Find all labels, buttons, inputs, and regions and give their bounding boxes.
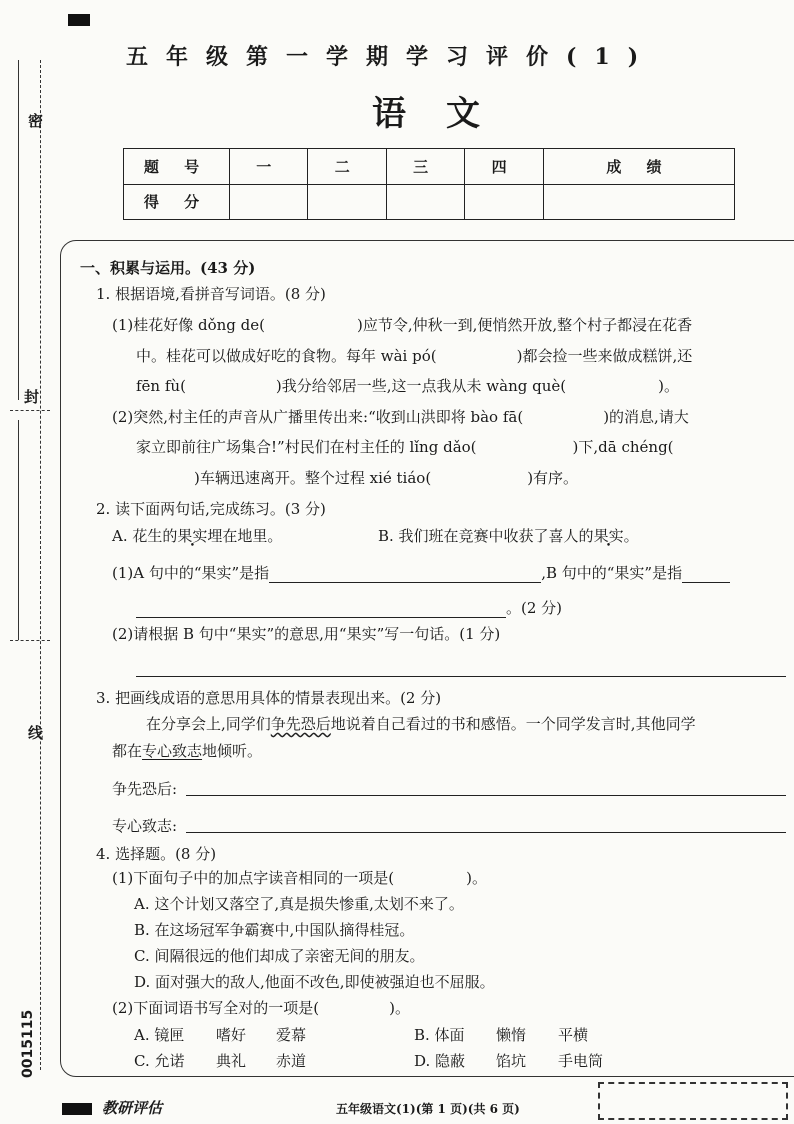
word: A. 镜匣	[134, 1026, 185, 1044]
text: 地说着自己看过的书和感悟。一个同学发言时,其他同学	[330, 715, 696, 733]
question-3-passage-line2	[112, 741, 262, 761]
score-table	[123, 148, 735, 220]
score-cell: 三	[386, 149, 464, 185]
question-1-part1-line1	[112, 315, 692, 335]
word: 爱幕	[276, 1026, 307, 1044]
word: 手电筒	[558, 1052, 604, 1070]
underlined-idiom: 争先恐后	[270, 715, 331, 733]
subject-title: 语文	[372, 94, 520, 134]
question-2-sub1	[112, 563, 730, 583]
question-4-sub1	[112, 868, 487, 888]
question-4-sub2	[112, 998, 410, 1018]
text: (1)下面句子中的加点字读音相同的一项是(	[112, 869, 395, 887]
score-input-cell[interactable]	[308, 184, 386, 220]
word: B. 体面	[414, 1026, 465, 1044]
binding-line-left	[18, 60, 19, 400]
score-cell: 一	[230, 149, 308, 185]
text: 。	[623, 527, 639, 545]
text: 家立即前往广场集合!”村民们在村主任的 lǐng dǎo(	[136, 438, 477, 456]
word: 平横	[558, 1026, 589, 1044]
question-4-title: 4. 选择题。(8 分)	[96, 845, 217, 863]
question-1-title: 1. 根据语境,看拼音写词语。(8 分)	[96, 285, 326, 303]
word-option-d[interactable]	[414, 1051, 603, 1071]
question-1-part1-line3	[136, 376, 679, 396]
score-cell: 得 分	[124, 184, 230, 220]
binding-line-left-lower	[18, 420, 19, 640]
score-cell: 四	[465, 149, 543, 185]
question-3-passage-line1	[146, 714, 696, 734]
publisher-label: 教研评估	[102, 1099, 163, 1117]
text: )。	[389, 999, 410, 1017]
answer-line[interactable]	[186, 832, 786, 833]
dotted-word: 果实	[177, 527, 208, 545]
underlined-idiom: 专心致志	[142, 742, 203, 760]
score-input-cell[interactable]	[465, 184, 543, 220]
text: )车辆迅速离开。整个过程 xié tiáo(	[194, 469, 432, 487]
question-2-sentence-a	[112, 526, 282, 546]
text: ,B 句中的“果实”是指	[541, 564, 683, 582]
serial-number: 0015115	[20, 1009, 36, 1078]
option-b[interactable]: B. 在这场冠军争霸赛中,中国队摘得桂冠。	[134, 921, 415, 939]
option-c[interactable]: C. 间隔很远的他们却成了亲密无间的朋友。	[134, 947, 425, 965]
question-1-part2-line2	[136, 437, 674, 457]
word: 典礼	[216, 1052, 247, 1070]
word-option-b[interactable]	[414, 1025, 588, 1045]
binding-dash-mark	[10, 640, 50, 641]
word: 赤道	[276, 1052, 307, 1070]
text: )。	[466, 869, 487, 887]
text: 地倾听。	[202, 742, 263, 760]
idiom-answer-label: 专心致志:	[112, 817, 178, 835]
option-a[interactable]: A. 这个计划又落空了,真是损失惨重,太划不来了。	[134, 895, 464, 913]
margin-label-feng: 封	[24, 388, 40, 406]
question-2-sentence-b	[378, 526, 639, 546]
question-2-sub1-cont	[136, 598, 562, 618]
dotted-word: 果实	[593, 527, 624, 545]
question-1-part2-line3	[136, 468, 578, 488]
binding-dashed-line	[40, 60, 41, 1070]
text: )我分给邻居一些,这一点我从未 wàng què(	[275, 377, 567, 395]
word: 馅坑	[496, 1052, 527, 1070]
margin-label-xian: 线	[28, 724, 44, 742]
text: )都会捡一些来做成糕饼,还	[516, 347, 693, 365]
answer-line[interactable]	[186, 795, 786, 796]
answer-line[interactable]	[136, 601, 506, 618]
word: 嗜好	[216, 1026, 247, 1044]
score-input-cell[interactable]	[386, 184, 464, 220]
text: (1)A 句中的“果实”是指	[112, 564, 270, 582]
section-heading: 一、积累与运用。(43 分)	[80, 259, 256, 277]
score-cell: 二	[308, 149, 386, 185]
question-3-title: 3. 把画线成语的意思用具体的情景表现出来。(2 分)	[96, 689, 442, 707]
text: )下,dā chéng(	[572, 438, 674, 456]
answer-line[interactable]	[269, 566, 541, 583]
text: )的消息,请大	[603, 408, 689, 426]
text: (2)突然,村主任的声音从广播里传出来:“收到山洪即将 bào fā(	[112, 408, 524, 426]
text: 中。桂花可以做成好吃的食物。每年 wài pó(	[136, 347, 437, 365]
score-table-score-row	[124, 184, 735, 220]
page-number: 五年级语文(1)(第 1 页)(共 6 页)	[336, 1102, 520, 1116]
text: (1)桂花好像 dǒng de(	[112, 316, 266, 334]
page-title: 五年级第一学期学习评价(1)	[126, 44, 657, 70]
text: )。	[658, 377, 679, 395]
registration-mark-top	[68, 14, 90, 26]
registration-mark-bottom	[62, 1103, 92, 1115]
question-2-title: 2. 读下面两句话,完成练习。(3 分)	[96, 500, 326, 518]
word-option-a[interactable]	[134, 1025, 306, 1045]
text: A. 花生的	[112, 527, 178, 545]
score-input-cell[interactable]	[230, 184, 308, 220]
text: 埋在地里。	[207, 527, 283, 545]
text: (2)下面词语书写全对的一项是(	[112, 999, 320, 1017]
score-cell: 成 绩	[543, 149, 734, 185]
text: )有序。	[527, 469, 579, 487]
question-1-part1-line2	[136, 346, 692, 366]
score-input-cell[interactable]	[543, 184, 734, 220]
question-1-part2-line1	[112, 407, 689, 427]
score-table-header-row	[124, 149, 735, 185]
question-2-sub2: (2)请根据 B 句中“果实”的意思,用“果实”写一句话。(1 分)	[112, 625, 501, 643]
answer-line[interactable]	[682, 566, 730, 583]
stamp-box	[598, 1082, 788, 1120]
binding-dash-mark	[10, 410, 50, 411]
text: )应节令,仲秋一到,便悄然开放,整个村子都浸在花香	[357, 316, 693, 334]
word-option-c[interactable]	[134, 1051, 306, 1071]
idiom-answer-label: 争先恐后:	[112, 780, 178, 798]
option-d[interactable]: D. 面对强大的敌人,他面不改色,即使被强迫也不屈服。	[134, 973, 495, 991]
text: 在分享会上,同学们	[146, 715, 271, 733]
text: fēn fù(	[136, 377, 186, 395]
word: C. 允诺	[134, 1052, 185, 1070]
word: D. 隐蔽	[414, 1052, 466, 1070]
text: B. 我们班在竞赛中收获了喜人的	[378, 527, 594, 545]
text: 都在	[112, 742, 143, 760]
text: 。(2 分)	[506, 599, 563, 617]
answer-line[interactable]	[136, 676, 786, 677]
score-cell: 题 号	[124, 149, 230, 185]
margin-label-mi: 密	[28, 112, 44, 130]
word: 懒惰	[496, 1026, 527, 1044]
